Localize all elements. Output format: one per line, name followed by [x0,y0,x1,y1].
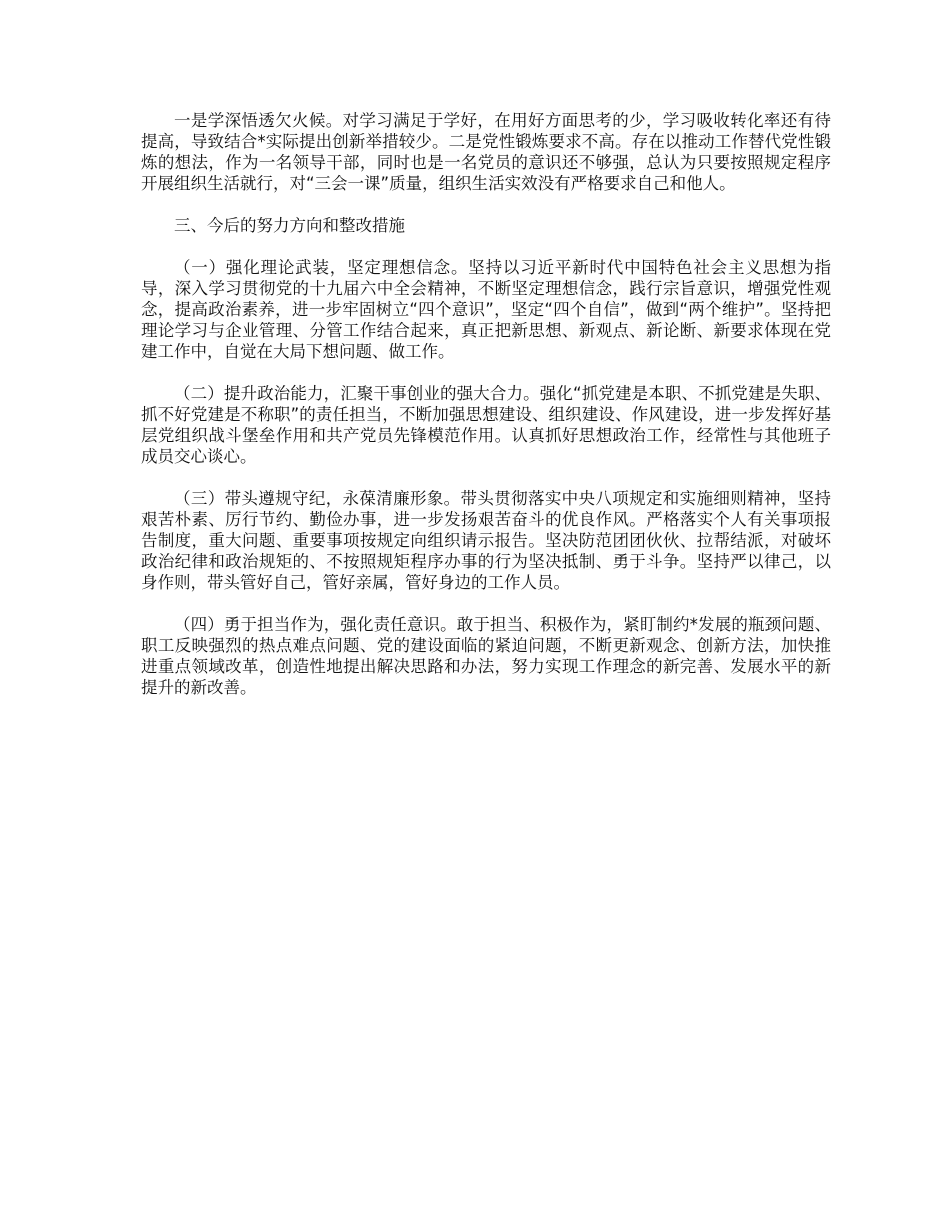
paragraph-measure-2: （二）提升政治能力，汇聚干事创业的强大合力。强化“抓党建是本职、不抓党建是失职、抓不好党建是不称职”的责任担当，不断加强思想建设、组织建设、作风建设，进一步发挥好基层党组织战斗堡垒作用和共产党员先锋模范作用。认真抓好思想政治工作，经常性与其他班子成员交心谈心。 [141,384,831,466]
document-body [141,110,831,719]
paragraph-measure-1: （一）强化理论武装，坚定理想信念。坚持以习近平新时代中国特色社会主义思想为指导，深入学习贯彻党的十九届六中全会精神，不断坚定理想信念，践行宗旨意识，增强党性观念，提高政治素养，进一步牢固树立“四个意识”，坚定“四个自信”，做到“两个维护”。坚持把理论学习与企业管理、分管工作结合起来，真正把新思想、新观点、新论断、新要求体现在党建工作中，自觉在大局下想问题、做工作。 [141,258,831,361]
paragraph-measure-4: （四）勇于担当作为，强化责任意识。敢于担当、积极作为，紧盯制约*发展的瓶颈问题、职工反映强烈的热点难点问题、党的建设面临的紧迫问题，不断更新观念、创新方法，加快推进重点领域改革，创造性地提出解决思路和办法，努力实现工作理念的新完善、发展水平的新提升的新改善。 [141,615,831,697]
paragraph-shortcomings: 一是学深悟透欠火候。对学习满足于学好，在用好方面思考的少，学习吸收转化率还有待提高，导致结合*实际提出创新举措较少。二是党性锻炼要求不高。存在以推动工作替代党性锻炼的想法，作为一名领导干部，同时也是一名党员的意识还不够强，总认为只要按照规定程序开展组织生活就行，对“三会一课”质量，组织生活实效没有严格要求自己和他人。 [141,111,831,193]
paragraph-measure-3: （三）带头遵规守纪，永葆清廉形象。带头贯彻落实中央八项规定和实施细则精神，坚持艰苦朴素、厉行节约、勤俭办事，进一步发扬艰苦奋斗的优良作风。严格落实个人有关事项报告制度，重大问题、重要事项按规定向组织请示报告。坚决防范团团伙伙、拉帮结派，对破坏政治纪律和政治规矩的、不按照规矩程序办事的行为坚决抵制、勇于斗争。坚持严以律己，以身作则，带头管好自己，管好亲属，管好身边的工作人员。 [141,489,831,592]
section-heading-rectification: 三、今后的努力方向和整改措施 [174,216,405,235]
